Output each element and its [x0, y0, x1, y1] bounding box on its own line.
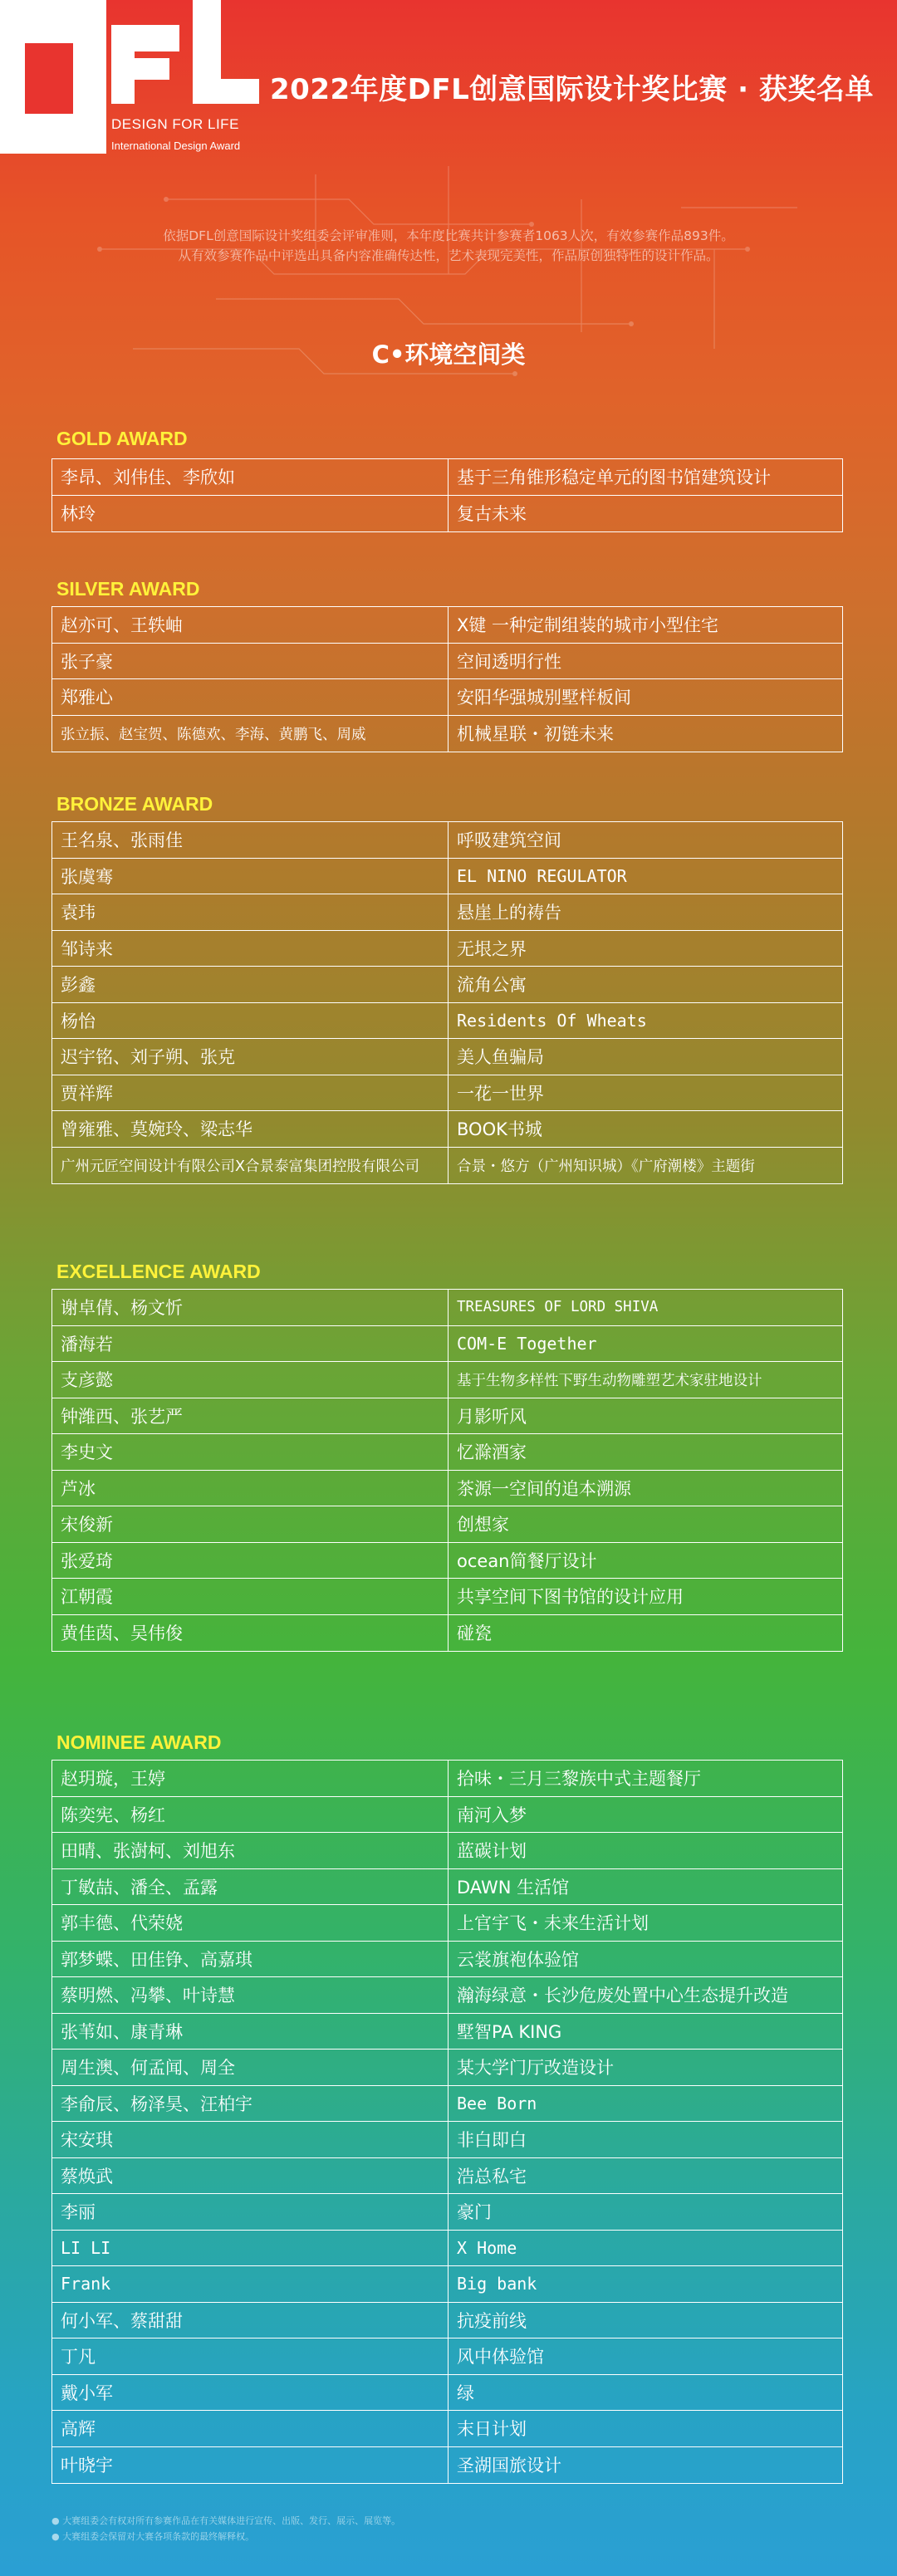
work-title: Residents Of Wheats	[457, 1010, 647, 1031]
table-row	[52, 1398, 842, 1435]
winner-names: 赵亦可、王轶岫	[52, 607, 448, 643]
winner-names: LI LI	[52, 2231, 448, 2266]
table-row	[52, 459, 842, 496]
work-title: 创想家	[457, 1515, 509, 1535]
table-row	[52, 2375, 842, 2412]
table-row	[52, 1290, 842, 1326]
winner-names: 张子豪	[52, 644, 448, 679]
work-title: X键 一种定制组装的城市小型住宅	[457, 615, 719, 636]
winner-names: 周生澳、何孟闻、周全	[52, 2050, 448, 2085]
work-title: 某大学门厅改造设计	[457, 2058, 614, 2079]
winner-names: 杨怡	[52, 1003, 448, 1039]
table-row	[52, 1761, 842, 1797]
table-row	[52, 1434, 842, 1471]
award-label: BRONZE AWARD	[56, 793, 213, 815]
table-row	[52, 496, 842, 532]
winner-names: Frank	[52, 2266, 448, 2302]
work-title: 上官宇飞・未来生活计划	[457, 1913, 649, 1934]
work-title: 美人鱼骗局	[457, 1047, 544, 1068]
table-row	[52, 1905, 842, 1942]
work-title: 共享空间下图书馆的设计应用	[457, 1587, 684, 1608]
work-title: X Home	[457, 2237, 517, 2258]
award-label: GOLD AWARD	[56, 428, 188, 449]
table-row	[52, 2231, 842, 2267]
winner-names: 邹诗来	[52, 931, 448, 967]
winner-names: 张苇如、康青琳	[52, 2014, 448, 2050]
work-title: 茶源一空间的追本溯源	[457, 1478, 631, 1499]
table-row	[52, 1506, 842, 1543]
work-title: BOOK书城	[457, 1119, 542, 1140]
winner-names: 李俞辰、杨泽昊、汪柏宇	[52, 2086, 448, 2122]
winner-names: 郭丰德、代荣娆	[52, 1905, 448, 1941]
table-row	[52, 1942, 842, 1978]
work-title: TREASURES OF LORD SHIVA	[457, 1299, 659, 1316]
table-row	[52, 2122, 842, 2158]
award-label: EXCELLENCE AWARD	[56, 1261, 261, 1282]
work-title: Big bank	[457, 2274, 537, 2294]
work-title: EL NINO REGULATOR	[457, 865, 627, 886]
table-row	[52, 931, 842, 967]
work-title: 瀚海绿意・长沙危废处置中心生态提升改造	[457, 1986, 788, 2006]
work-title: 绿	[457, 2383, 474, 2403]
winner-names: 广州元匠空间设计有限公司X合景泰富集团控股有限公司	[52, 1148, 448, 1184]
winner-names: 陈奕宪、杨红	[52, 1797, 448, 1833]
table-row	[52, 1326, 842, 1363]
table-row	[52, 1148, 842, 1184]
winner-names: 田晴、张澍柯、刘旭东	[52, 1833, 448, 1868]
winner-names: 支彦懿	[52, 1362, 448, 1398]
page-title: 2022年度DFL创意国际设计奖比赛 · 获奖名单	[270, 73, 874, 106]
footnote: ● 大赛组委会保留对大赛各项条款的最终解释权。	[51, 2531, 255, 2542]
winner-names: 宋俊新	[52, 1506, 448, 1542]
table-row	[52, 859, 842, 895]
table-row	[52, 1977, 842, 2014]
work-title: 圣湖国旅设计	[457, 2456, 561, 2476]
table-row	[52, 1579, 842, 1615]
work-title: 抗疫前线	[457, 2310, 527, 2331]
work-title: 流角公寓	[457, 975, 527, 996]
work-title: 悬崖上的祷告	[457, 903, 561, 923]
winner-names: 钟潍西、张艺严	[52, 1398, 448, 1434]
table-row	[52, 2086, 842, 2123]
work-title: 蓝碳计划	[457, 1841, 527, 1862]
table-row	[52, 1543, 842, 1579]
winner-names: 贾祥辉	[52, 1075, 448, 1111]
work-title: 非白即白	[457, 2130, 527, 2151]
award-table	[51, 1289, 843, 1652]
table-row	[52, 894, 842, 931]
table-row	[52, 2338, 842, 2375]
table-row	[52, 1075, 842, 1112]
work-title: 合景・悠方（广州知识城）《广府潮楼》主题街	[457, 1158, 755, 1175]
winner-names: 赵玥璇，王婷	[52, 1761, 448, 1796]
winner-names: 张爱琦	[52, 1543, 448, 1579]
winner-names: 戴小军	[52, 2375, 448, 2411]
winner-names: 江朝霞	[52, 1579, 448, 1614]
table-row	[52, 1471, 842, 1507]
winner-names: 张立振、赵宝贺、陈德欢、李海、黄鹏飞、周威	[52, 716, 448, 752]
table-row	[52, 1003, 842, 1040]
winner-names: 叶晓宇	[52, 2447, 448, 2484]
table-row	[52, 607, 842, 644]
award-label: SILVER AWARD	[56, 578, 200, 600]
winner-names: 丁敏喆、潘全、孟露	[52, 1869, 448, 1905]
award-table	[51, 821, 843, 1184]
table-row	[52, 1111, 842, 1148]
winner-names: 林玲	[52, 496, 448, 532]
table-row	[52, 1615, 842, 1652]
winner-names: 宋安琪	[52, 2122, 448, 2157]
table-row	[52, 1797, 842, 1834]
winner-names: 张虞骞	[52, 859, 448, 894]
table-row	[52, 716, 842, 752]
winner-names: 李丽	[52, 2194, 448, 2230]
table-row	[52, 2447, 842, 2484]
work-title: 南河入梦	[457, 1805, 527, 1825]
work-title: 墅智PA KING	[457, 2021, 562, 2042]
work-title: 安阳华强城别墅样板间	[457, 688, 631, 708]
winner-names: 潘海若	[52, 1326, 448, 1362]
work-title: 豪门	[457, 2202, 492, 2223]
winner-names: 彭鑫	[52, 967, 448, 1002]
work-title: 复古未来	[457, 504, 527, 525]
winner-names: 王名泉、张雨佳	[52, 822, 448, 858]
winner-names: 迟宇铭、刘子朔、张克	[52, 1039, 448, 1075]
table-row	[52, 644, 842, 680]
work-title: 一花一世界	[457, 1083, 544, 1104]
work-title: 空间透明行性	[457, 651, 561, 672]
table-row	[52, 2303, 842, 2339]
work-title: DAWN 生活馆	[457, 1877, 570, 1898]
award-table	[51, 606, 843, 752]
footnotes	[51, 2513, 400, 2544]
winner-names: 蔡明燃、冯攀、叶诗慧	[52, 1977, 448, 2013]
table-row	[52, 2194, 842, 2231]
table-row	[52, 822, 842, 859]
table-row	[52, 679, 842, 716]
work-title: 呼吸建筑空间	[457, 830, 561, 851]
intro-line: 依据DFL创意国际设计奖组委会评审准则，本年度比赛共计参赛者1063人次，有效参赛作品893件。	[163, 228, 734, 243]
work-title: Bee Born	[457, 2093, 537, 2113]
table-row	[52, 2158, 842, 2195]
award-table	[51, 458, 843, 532]
table-row	[52, 1869, 842, 1906]
footnote: ● 大赛组委会有权对所有参赛作品在有关媒体进行宣传、出版、发行、展示、展览等。	[51, 2515, 401, 2526]
intro-text	[83, 226, 814, 266]
logo-slogan: DESIGN FOR LIFE	[111, 116, 239, 132]
work-title: COM-E Together	[457, 1333, 597, 1354]
winner-names: 何小军、蔡甜甜	[52, 2303, 448, 2338]
work-title: ocean简餐厅设计	[457, 1550, 597, 1571]
winner-names: 袁玮	[52, 894, 448, 930]
category-title: C•环境空间类	[371, 340, 526, 369]
winner-names: 曾雍雅、莫婉玲、梁志华	[52, 1111, 448, 1147]
winner-names: 李史文	[52, 1434, 448, 1470]
winner-names: 郑雅心	[52, 679, 448, 715]
work-title: 无垠之界	[457, 938, 527, 959]
work-title: 拾味・三月三黎族中式主题餐厅	[457, 1769, 701, 1790]
work-title: 基于三角锥形稳定单元的图书馆建筑设计	[457, 468, 771, 488]
table-row	[52, 2266, 842, 2303]
table-row	[52, 1362, 842, 1398]
work-title: 碰瓷	[457, 1623, 492, 1644]
work-title: 浩总私宅	[457, 2166, 527, 2187]
work-title: 云裳旗袍体验馆	[457, 1949, 579, 1970]
table-row	[52, 2050, 842, 2086]
table-row	[52, 2014, 842, 2050]
work-title: 机械星联・初链未来	[457, 724, 614, 745]
winner-names: 谢卓倩、杨文忻	[52, 1290, 448, 1325]
winner-names: 郭梦蝶、田佳铮、高嘉琪	[52, 1942, 448, 1977]
table-row	[52, 2411, 842, 2447]
winner-names: 蔡焕武	[52, 2158, 448, 2194]
logo-subtitle: International Design Award	[111, 140, 241, 152]
work-title: 月影听风	[457, 1406, 527, 1427]
work-title: 忆滁酒家	[457, 1442, 527, 1463]
work-title: 末日计划	[457, 2419, 527, 2440]
award-table	[51, 1760, 843, 2484]
winner-names: 李昂、刘伟佳、李欣如	[52, 459, 448, 495]
award-label: NOMINEE AWARD	[56, 1731, 222, 1753]
work-title: 风中体验馆	[457, 2347, 544, 2368]
winner-names: 芦冰	[52, 1471, 448, 1506]
winner-names: 黄佳茵、吴伟俊	[52, 1615, 448, 1652]
work-title: 基于生物多样性下野生动物雕塑艺术家驻地设计	[457, 1372, 762, 1389]
intro-line: 从有效参赛作品中评选出具备内容准确传达性，艺术表现完美性，作品原创独特性的设计作品。	[178, 248, 719, 263]
winner-names: 丁凡	[52, 2338, 448, 2374]
winner-names: 高辉	[52, 2411, 448, 2446]
table-row	[52, 1833, 842, 1869]
table-row	[52, 967, 842, 1003]
table-row	[52, 1039, 842, 1075]
